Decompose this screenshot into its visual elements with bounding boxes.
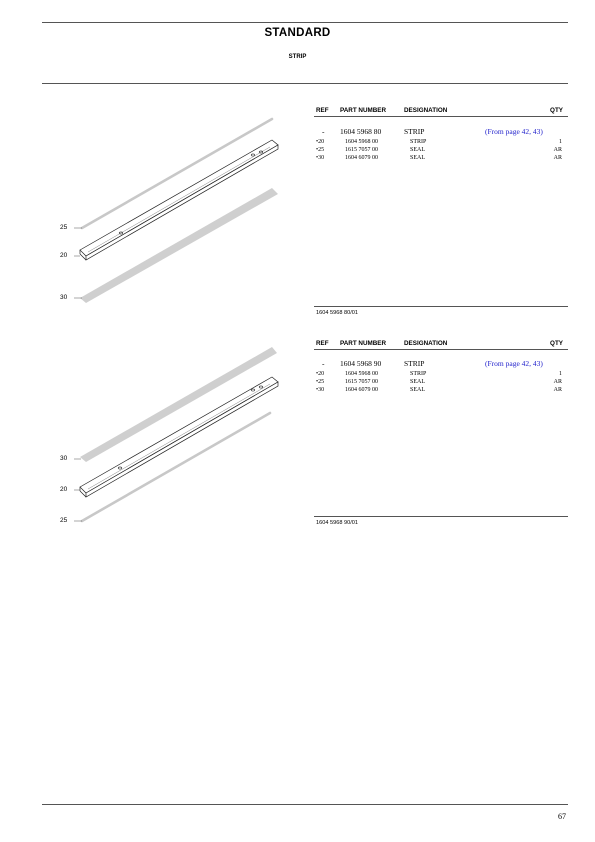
row-designation: SEAL: [410, 155, 425, 161]
callout-label: 25: [60, 224, 68, 231]
row-qty: AR: [553, 155, 562, 161]
row-part-number: 1604 6079 00: [345, 155, 378, 161]
table-footer-rule: [314, 306, 568, 307]
row-qty: 1: [559, 371, 562, 377]
table-header-rule: [314, 116, 568, 117]
column-header-ref: REF: [316, 340, 329, 347]
column-header-designation: DESIGNATION: [404, 107, 448, 114]
row-part-number: 1615 7057 00: [345, 379, 378, 385]
row-designation: STRIP: [410, 139, 427, 145]
callout-label: 30: [60, 455, 68, 462]
main-row-ref: -: [322, 127, 325, 136]
footer-rule: [42, 804, 568, 805]
main-row-part-number: 1604 5968 90: [340, 359, 382, 368]
strip-illustration-2: [40, 340, 290, 540]
table-footer-rule: [314, 516, 568, 517]
document-number: 1604 5968 80/01: [316, 310, 358, 316]
from-page-link[interactable]: (From page 42, 43): [485, 127, 543, 136]
callout-label: 20: [60, 252, 68, 259]
row-designation: STRIP: [410, 371, 427, 377]
main-row-ref: -: [322, 359, 325, 368]
document-number: 1604 5968 90/01: [316, 520, 358, 526]
top-rule: [42, 22, 568, 23]
column-header-qty: QTY: [550, 340, 563, 347]
row-part-number: 1604 5968 00: [345, 139, 378, 145]
main-row-designation: STRIP: [404, 127, 425, 136]
callout-label: 20: [60, 486, 68, 493]
row-qty: AR: [553, 387, 562, 393]
row-qty: 1: [559, 139, 562, 145]
page-subtitle: STRIP: [288, 54, 307, 60]
page-title: STANDARD: [264, 27, 331, 39]
row-part-number: 1604 6079 00: [345, 387, 378, 393]
row-designation: SEAL: [410, 147, 425, 153]
strip-illustration-1: [40, 110, 290, 310]
column-header-designation: DESIGNATION: [404, 340, 448, 347]
row-ref: •30: [316, 155, 325, 161]
row-part-number: 1615 7057 00: [345, 147, 378, 153]
page-number: 67: [558, 812, 566, 821]
row-ref: •20: [316, 371, 325, 377]
main-row-part-number: 1604 5968 80: [340, 127, 382, 136]
column-header-qty: QTY: [550, 107, 563, 114]
row-designation: SEAL: [410, 387, 425, 393]
row-ref: •30: [316, 387, 325, 393]
header-rule: [42, 83, 568, 84]
table-header-rule: [314, 349, 568, 350]
from-page-link[interactable]: (From page 42, 43): [485, 359, 543, 368]
main-row-designation: STRIP: [404, 359, 425, 368]
strip-20-drawing: [80, 377, 278, 497]
row-ref: •25: [316, 147, 325, 153]
row-qty: AR: [553, 147, 562, 153]
column-header-part-number: PART NUMBER: [340, 107, 387, 114]
row-ref: •25: [316, 379, 325, 385]
column-header-part-number: PART NUMBER: [340, 340, 387, 347]
row-qty: AR: [553, 379, 562, 385]
row-ref: •20: [316, 139, 325, 145]
seal-25-drawing: [82, 413, 270, 521]
callout-label: 30: [60, 294, 68, 301]
column-header-ref: REF: [316, 107, 329, 114]
callout-label: 25: [60, 517, 68, 524]
row-part-number: 1604 5968 00: [345, 371, 378, 377]
row-designation: SEAL: [410, 379, 425, 385]
seal-30-drawing: [80, 347, 277, 462]
